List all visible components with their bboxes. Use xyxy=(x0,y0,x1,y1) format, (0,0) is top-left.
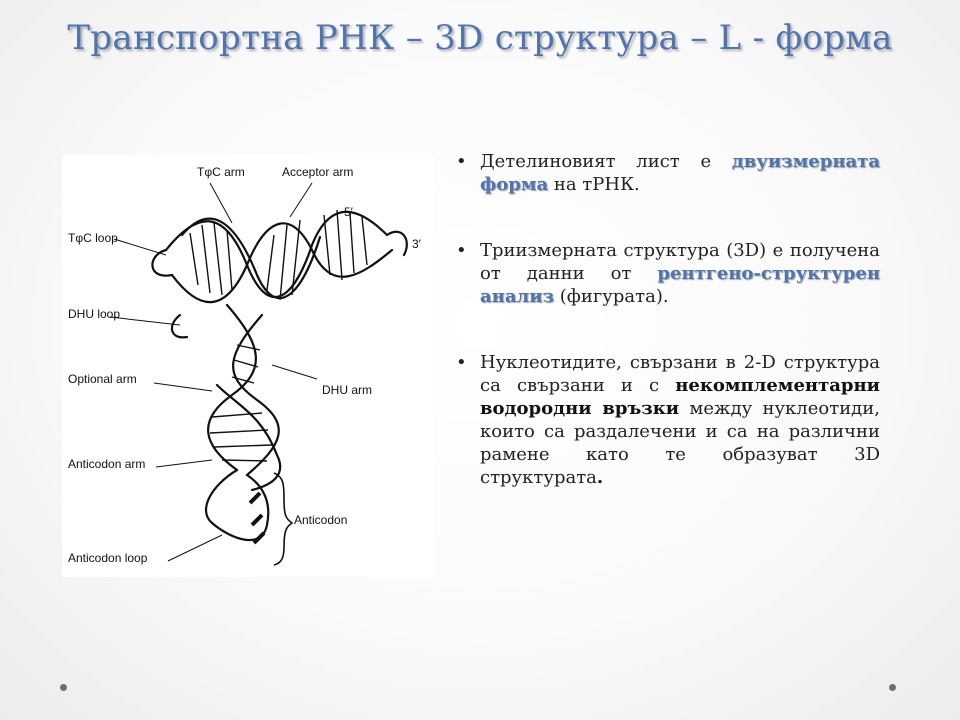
vertical-strand-b xyxy=(233,315,279,475)
label-anticodon: Anticodon xyxy=(294,513,348,527)
label-acceptor-arm: Acceptor arm xyxy=(282,165,354,179)
label-anticodon-loop: Anticodon loop xyxy=(68,551,148,565)
label-optional-arm: Optional arm xyxy=(68,372,137,386)
dhu-loop-shape xyxy=(172,315,187,337)
anticodon-loop-shape xyxy=(206,470,268,540)
label-tpc-arm: TφC arm xyxy=(197,165,245,179)
decorative-dot-right xyxy=(889,684,896,691)
label-five-prime: 5′ xyxy=(344,205,353,219)
label-tpc-loop: TφC loop xyxy=(68,231,118,245)
trna-figure xyxy=(62,155,434,577)
bullet-item: • Триизмерната структура (3D) е получена от данни от рентгено-структурен анализ (фигурата). xyxy=(452,239,880,308)
trna-diagram xyxy=(62,155,434,577)
bullet-list xyxy=(452,150,880,489)
slide-title: Транспортна РНК – 3D структура – L - форма xyxy=(67,18,893,58)
anticodon-bracket xyxy=(274,473,292,565)
label-three-prime: 3′ xyxy=(412,237,421,251)
decorative-dot-left xyxy=(60,684,67,691)
label-dhu-loop: DHU loop xyxy=(68,307,121,321)
acceptor-strand-b xyxy=(172,223,392,302)
bullet-item: • Детелиновият лист е двуизмерната форма на тРНК. xyxy=(452,150,880,196)
bullet-item: • Нуклеотидите, свързани в 2-D структура са свързани и с некомплементарни водородни връзки между нуклеотиди, които са раздалечени и са на различни рамене като те образуват 3D структурата. xyxy=(452,351,880,489)
label-dhu-arm: DHU arm xyxy=(322,383,372,397)
label-anticodon-arm: Anticodon arm xyxy=(68,457,146,471)
